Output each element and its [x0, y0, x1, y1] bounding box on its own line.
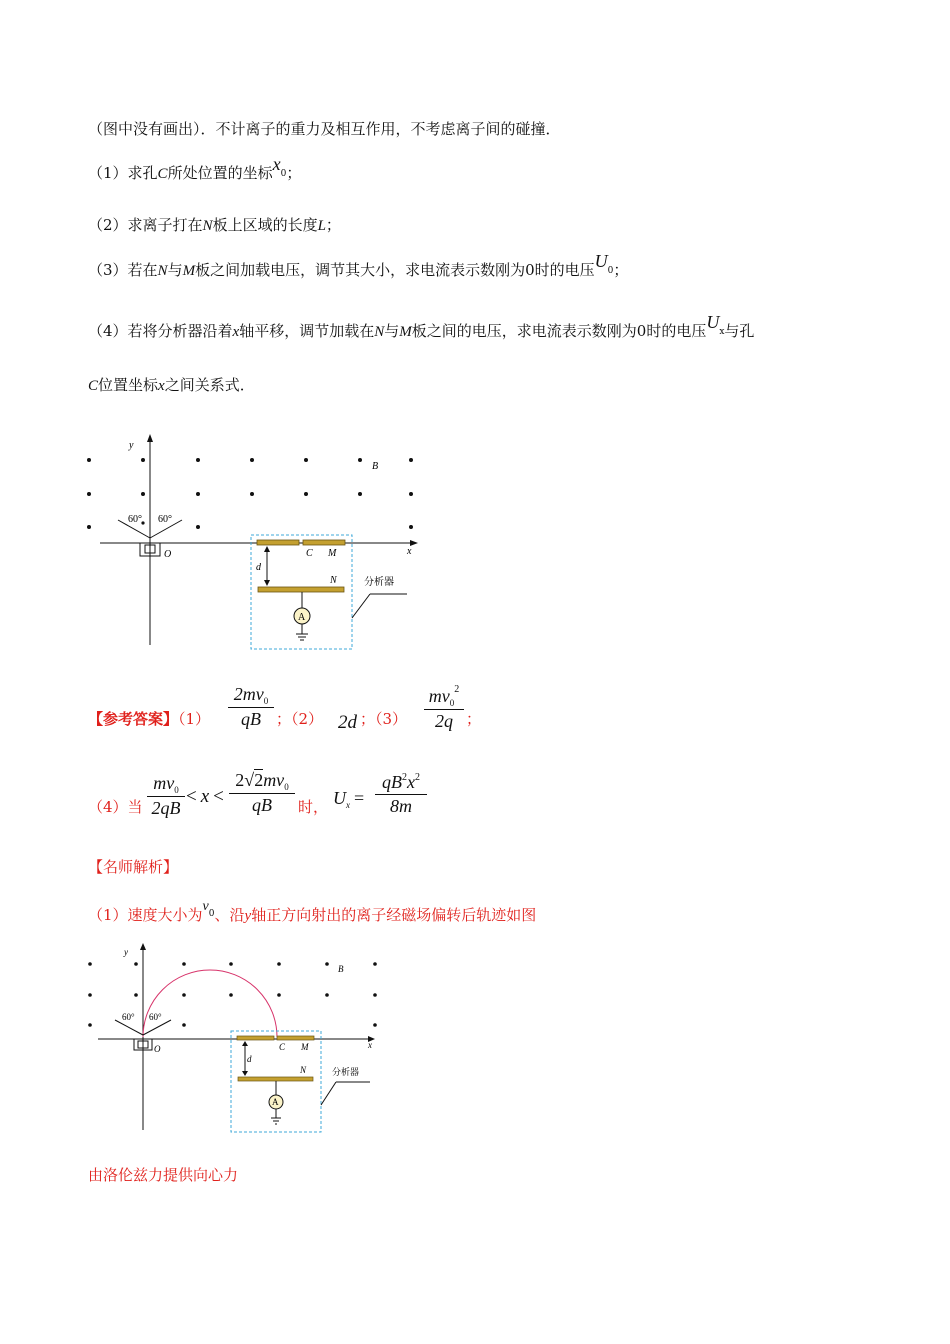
- question-2: [88, 214, 341, 235]
- answer-4-when: 时，: [298, 798, 329, 816]
- answer-p4: （4）当: [88, 798, 143, 816]
- a4f3-num: qB: [382, 772, 402, 792]
- a4f2-a: 2: [235, 770, 245, 790]
- q1-prefix: （1）求孔: [88, 164, 158, 182]
- label-c-2: C: [279, 1042, 286, 1052]
- q4-line2-mid: 位置坐标: [98, 376, 159, 394]
- sep-1: ；: [276, 710, 292, 728]
- angle-left-2: 60°: [122, 1012, 135, 1022]
- ineq-x: x: [200, 786, 210, 807]
- q1-var: x: [272, 154, 281, 174]
- answer-1-fraction: [228, 684, 274, 730]
- answer-p2: （2）: [291, 710, 324, 728]
- a4f3-x: x: [407, 772, 415, 792]
- ux-sub: x: [346, 800, 350, 810]
- question-3: [88, 251, 629, 282]
- answer-2-value: 2d: [338, 712, 357, 733]
- q2-l: L: [317, 218, 326, 234]
- answer-4-inequality: [186, 786, 224, 808]
- q3-and: 与: [167, 261, 183, 279]
- analysis-line-1: [88, 899, 537, 927]
- figure-2: [80, 940, 390, 1140]
- answer-p1: （1）: [178, 710, 211, 728]
- q3-sub: 0: [607, 266, 614, 276]
- label-d-2: d: [247, 1054, 252, 1064]
- label-m-2: M: [301, 1042, 309, 1052]
- label-o: O: [164, 549, 172, 560]
- answer-header: 【参考答案】: [88, 710, 179, 728]
- q2-prefix: （2）求离子打在: [88, 216, 203, 234]
- lt-2: <: [213, 786, 224, 807]
- a3-num: mv: [428, 686, 450, 706]
- label-x-2: x: [368, 1040, 372, 1050]
- q3-m: M: [182, 263, 196, 279]
- q4-line2-c: C: [88, 378, 99, 394]
- a1-num-sub: 0: [263, 696, 269, 706]
- q3-n: N: [157, 263, 168, 279]
- q4-sub: x: [719, 327, 725, 337]
- a4f2-sub: 0: [284, 782, 289, 792]
- q4-mid2: 板之间的电压，求电流表示数刚为: [411, 322, 637, 340]
- intro-text: （图中没有画出）．不计离子的重力及相互作用，不考虑离子间的碰撞．: [88, 120, 561, 138]
- q4-n: N: [374, 324, 385, 340]
- analyzer-label: 分析器: [364, 577, 394, 588]
- al1-end: 轴正方向射出的离子经磁场偏转后轨迹如图: [251, 906, 537, 924]
- q4-tail: 时的电压: [646, 322, 707, 340]
- a4f1-num: mv: [153, 773, 175, 793]
- a4f1-den: 2qB: [151, 798, 181, 818]
- q4-mid: 轴平移，调节加载在: [239, 322, 375, 340]
- a4f3-den: 8m: [390, 796, 412, 816]
- answer-3-fraction: [424, 684, 464, 732]
- q4-and: 与: [384, 322, 400, 340]
- label-m: M: [328, 548, 337, 559]
- a4f2-sqrt: 2: [254, 770, 264, 790]
- al1-v: v: [202, 899, 209, 914]
- q2-n: N: [202, 218, 213, 234]
- a4f3-sup1: 2: [402, 772, 407, 783]
- q1-end: ；: [286, 164, 302, 182]
- a4f2-den: qB: [252, 795, 272, 815]
- a3-num-sup: 2: [454, 684, 460, 695]
- sep-3: ；: [466, 710, 482, 728]
- angle-right: 60°: [158, 514, 172, 525]
- ux-eq: =: [354, 788, 365, 808]
- answer-4-fraction-2: $2√2mv_0$ qB: [229, 770, 295, 816]
- label-c: C: [306, 548, 313, 559]
- a4f2-b: mv: [263, 770, 285, 790]
- a4f3-sup2: 2: [415, 772, 420, 783]
- al1-mid: 、沿: [214, 906, 245, 924]
- label-y: y: [129, 440, 134, 451]
- q4-m: M: [399, 324, 412, 340]
- plate-left: [257, 540, 299, 545]
- q2-end: ；: [325, 216, 341, 234]
- a1-num: 2mv: [233, 684, 264, 704]
- label-b-2: B: [338, 964, 344, 974]
- label-n-2: N: [300, 1065, 307, 1075]
- q3-end: ；: [613, 261, 629, 279]
- al1-sub: 0: [208, 909, 215, 919]
- q1-sub: 0: [280, 169, 287, 179]
- q1-c: C: [157, 166, 168, 182]
- plate-n: [258, 587, 344, 592]
- q4-x: x: [232, 324, 240, 340]
- plate-left-2: [237, 1036, 274, 1040]
- q4-line2-x: x: [158, 378, 165, 394]
- answer-header-line: [88, 708, 210, 729]
- a3-den: 2q: [435, 711, 453, 731]
- q4-line2-end: 之间关系式．: [164, 376, 255, 394]
- al1-prefix: （1）速度大小为: [88, 906, 203, 924]
- q3-zero: 0: [525, 261, 535, 279]
- label-b: B: [372, 461, 379, 472]
- analyzer-label-2: 分析器: [332, 1067, 360, 1077]
- plate-m: [303, 540, 345, 545]
- angle-left: 60°: [128, 514, 142, 525]
- question-1: [88, 154, 302, 185]
- answer-4-ux: [333, 788, 364, 810]
- label-y-2: y: [124, 947, 128, 957]
- answer-4-fraction-1: [147, 773, 185, 819]
- ammeter-label: A: [298, 612, 306, 623]
- plate-m-2: [277, 1036, 314, 1040]
- label-d: d: [256, 562, 261, 573]
- ammeter-label-2: A: [272, 1097, 279, 1107]
- label-n: N: [330, 575, 337, 586]
- label-o-2: O: [154, 1044, 161, 1054]
- q3-prefix: （3）若在: [88, 261, 158, 279]
- a1-den: qB: [241, 709, 261, 729]
- label-x: x: [407, 546, 412, 557]
- lt-1: <: [186, 786, 197, 807]
- question-4-line2: [88, 374, 255, 395]
- question-4: [88, 312, 755, 343]
- figure-1: [80, 430, 440, 660]
- al1-y: y: [244, 908, 252, 924]
- a4f1-sub: 0: [174, 785, 179, 795]
- q3-var: U: [594, 251, 608, 271]
- analysis-line-2: 由洛伦兹力提供向心力: [88, 1166, 239, 1184]
- answer-part3: [360, 708, 407, 729]
- q1-mid: 所处位置的坐标: [167, 164, 273, 182]
- analysis-header: 【名师解析】: [88, 858, 179, 876]
- q2-mid: 板上区域的长度: [212, 216, 318, 234]
- q4-prefix: （4）若将分析器沿着: [88, 322, 233, 340]
- q3-mid: 板之间加载电压，调节其大小，求电流表示数刚为: [195, 261, 526, 279]
- sep-2: ；: [360, 710, 376, 728]
- plate-n-2: [238, 1077, 313, 1081]
- angle-right-2: 60°: [149, 1012, 162, 1022]
- answer-4-fraction-3: [375, 772, 427, 817]
- answer-p3: （3）: [375, 710, 408, 728]
- q4-var: U: [706, 312, 720, 332]
- q3-tail: 时的电压: [534, 261, 595, 279]
- q4-zero: 0: [636, 322, 647, 340]
- answer-part2: [276, 708, 323, 729]
- a3-num-sub: 0: [449, 698, 455, 708]
- ion-trajectory: [143, 970, 277, 1037]
- q4-end: 与孔: [724, 322, 755, 340]
- ux-u: U: [333, 788, 346, 808]
